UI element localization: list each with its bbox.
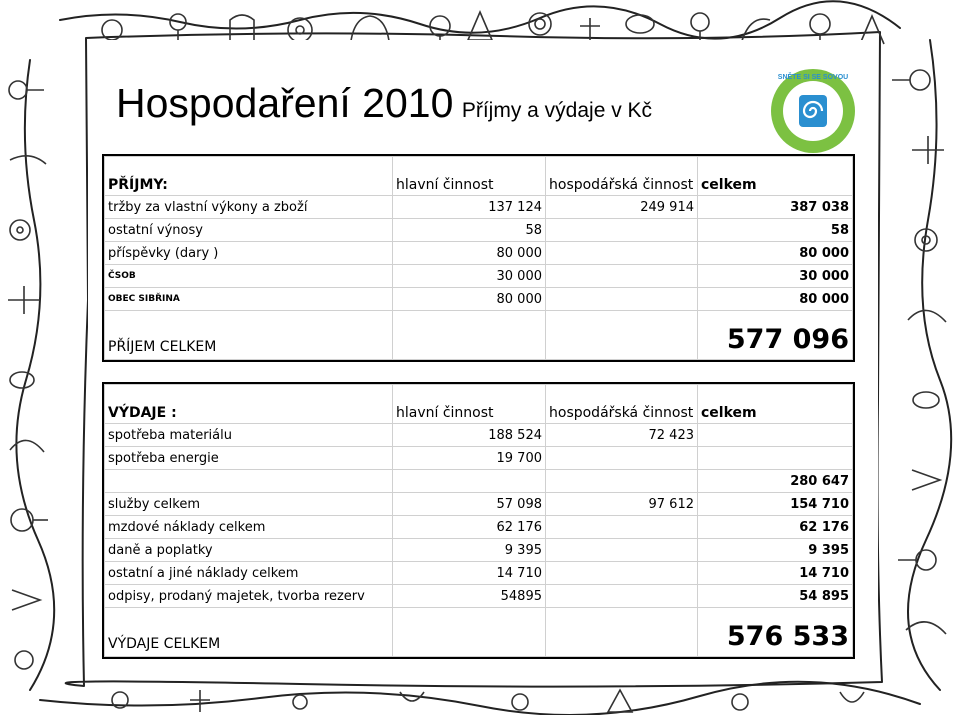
table-row (105, 265, 853, 288)
row-commercial: 249 914 (546, 196, 698, 219)
row-commercial (546, 242, 698, 265)
table-row (105, 470, 853, 493)
row-label: mzdové náklady celkem (105, 516, 393, 539)
table-row (105, 493, 853, 516)
page-title (116, 80, 652, 127)
income-total-row (105, 311, 853, 360)
row-label: ČSOB (105, 265, 393, 288)
row-total (698, 447, 853, 470)
table-row (105, 516, 853, 539)
row-label: OBEC SIBŘINA (105, 288, 393, 311)
row-main: 19 700 (393, 447, 546, 470)
row-total: 154 710 (698, 493, 853, 516)
income-total-commercial (546, 311, 698, 360)
row-label: daně a poplatky (105, 539, 393, 562)
row-total: 58 (698, 219, 853, 242)
row-commercial: 72 423 (546, 424, 698, 447)
row-commercial (546, 219, 698, 242)
table-row (105, 562, 853, 585)
row-total: 387 038 (698, 196, 853, 219)
title-subtitle: Příjmy a výdaje v Kč (461, 99, 653, 122)
table-row (105, 288, 853, 311)
row-commercial (546, 585, 698, 608)
table-row (105, 424, 853, 447)
row-label: služby celkem (105, 493, 393, 516)
row-label: tržby za vlastní výkony a zboží (105, 196, 393, 219)
expenses-total-label: VÝDAJE CELKEM (105, 608, 393, 657)
row-main: 9 395 (393, 539, 546, 562)
expenses-header-total: celkem (698, 385, 853, 424)
table-row (105, 242, 853, 265)
row-main: 30 000 (393, 265, 546, 288)
table-row (105, 585, 853, 608)
expenses-header-main: hlavní činnost (393, 385, 546, 424)
income-total-label: PŘÍJEM CELKEM (105, 311, 393, 360)
row-commercial (546, 447, 698, 470)
row-main: 54895 (393, 585, 546, 608)
table-row (105, 219, 853, 242)
row-label (105, 470, 393, 493)
row-total: 80 000 (698, 288, 853, 311)
row-main: 80 000 (393, 242, 546, 265)
expenses-table (104, 384, 853, 657)
row-total: 280 647 (698, 470, 853, 493)
logo-text: SNĚTE SI SE SOVOU (777, 74, 849, 81)
income-total-value: 577 096 (698, 311, 853, 360)
expenses-total-value: 576 533 (698, 608, 853, 657)
row-main: 14 710 (393, 562, 546, 585)
row-main (393, 470, 546, 493)
row-label: spotřeba energie (105, 447, 393, 470)
income-header-commercial: hospodářská činnost (546, 157, 698, 196)
expenses-total-row (105, 608, 853, 657)
income-total-main (393, 311, 546, 360)
income-table (104, 156, 853, 360)
row-main: 188 524 (393, 424, 546, 447)
expenses-total-main (393, 608, 546, 657)
expenses-total-commercial (546, 608, 698, 657)
row-main: 58 (393, 219, 546, 242)
expenses-header-row (105, 385, 853, 424)
row-commercial: 97 612 (546, 493, 698, 516)
row-total: 14 710 (698, 562, 853, 585)
row-total: 30 000 (698, 265, 853, 288)
title-main: Hospodaření 2010 (116, 80, 454, 126)
income-header-total: celkem (698, 157, 853, 196)
row-main: 62 176 (393, 516, 546, 539)
row-label: ostatní a jiné náklady celkem (105, 562, 393, 585)
income-header-main: hlavní činnost (393, 157, 546, 196)
row-total: 9 395 (698, 539, 853, 562)
row-label: příspěvky (dary ) (105, 242, 393, 265)
row-commercial (546, 516, 698, 539)
owl-spiral-logo-icon (767, 65, 859, 157)
row-label: spotřeba materiálu (105, 424, 393, 447)
row-main: 57 098 (393, 493, 546, 516)
expenses-header-label: VÝDAJE : (105, 385, 393, 424)
row-label: ostatní výnosy (105, 219, 393, 242)
row-total: 54 895 (698, 585, 853, 608)
table-row (105, 539, 853, 562)
row-commercial (546, 470, 698, 493)
row-total: 62 176 (698, 516, 853, 539)
row-main: 137 124 (393, 196, 546, 219)
row-commercial (546, 562, 698, 585)
row-total (698, 424, 853, 447)
row-main: 80 000 (393, 288, 546, 311)
table-row (105, 447, 853, 470)
row-total: 80 000 (698, 242, 853, 265)
income-header-row (105, 157, 853, 196)
row-commercial (546, 539, 698, 562)
table-row (105, 196, 853, 219)
row-commercial (546, 288, 698, 311)
row-commercial (546, 265, 698, 288)
row-label: odpisy, prodaný majetek, tvorba rezerv (105, 585, 393, 608)
income-header-label: PŘÍJMY: (105, 157, 393, 196)
expenses-header-commercial: hospodářská činnost (546, 385, 698, 424)
